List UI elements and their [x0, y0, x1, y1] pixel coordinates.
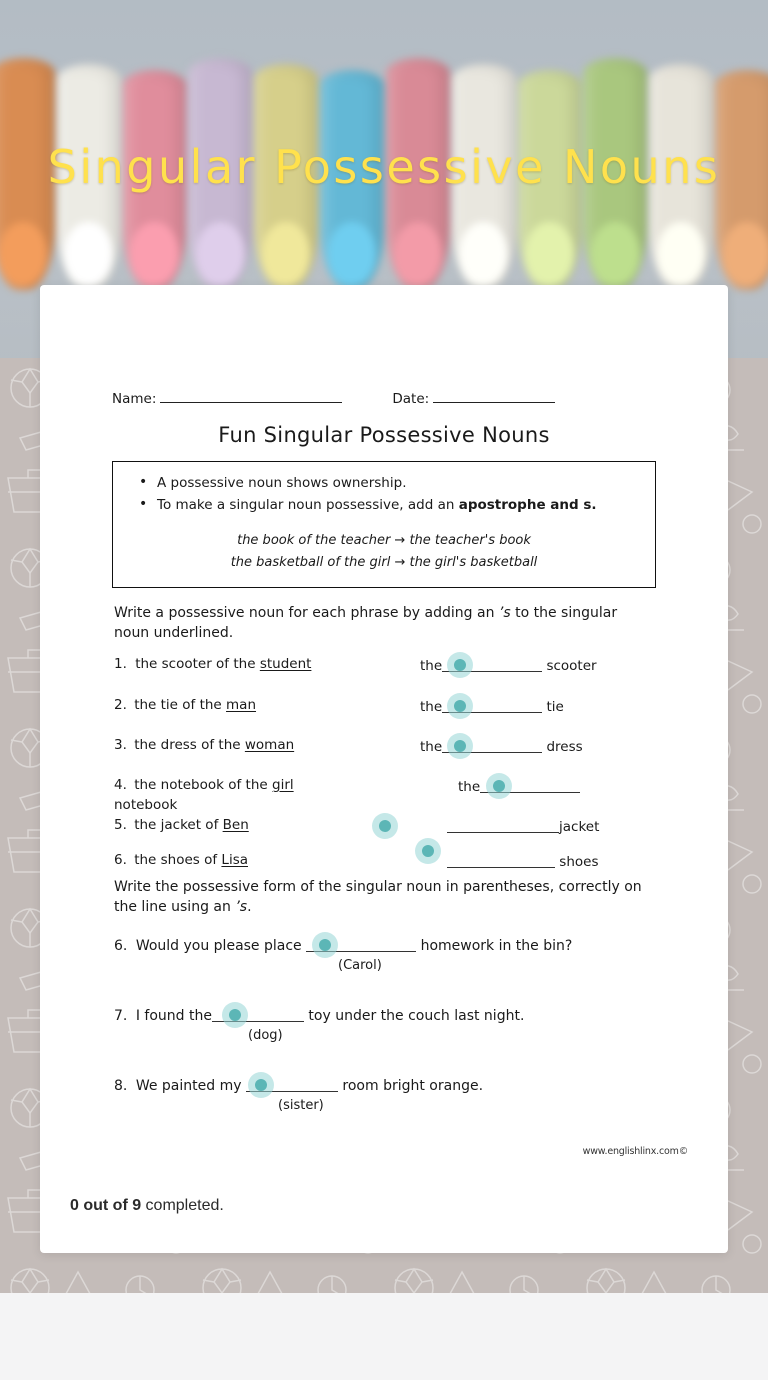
answer-marker-dot[interactable]: [312, 932, 338, 958]
underlined-noun: student: [259, 655, 312, 672]
question-row: [114, 737, 654, 765]
answer-marker-dot[interactable]: [415, 838, 441, 864]
question-row: [114, 817, 654, 839]
question-phrase: the scooter of the: [135, 655, 260, 672]
hint-noun: (sister): [278, 1098, 324, 1114]
examples-block: [127, 530, 641, 576]
name-label: Name:: [112, 391, 157, 407]
directions-section-b: [114, 877, 654, 918]
question-number: 5.: [114, 816, 127, 833]
answer-slot: [420, 698, 564, 715]
completion-count: 0 out of 9: [70, 1197, 142, 1214]
question-number: 1.: [114, 655, 127, 672]
answer-blank[interactable]: [447, 853, 555, 868]
rule-item: [127, 494, 641, 516]
directions-text-after: to the singular noun underlined.: [114, 605, 618, 642]
answer-marker-dot[interactable]: [447, 652, 473, 678]
rule-item: [127, 472, 641, 494]
answer-lead-word: the: [420, 738, 443, 755]
question-phrase: the shoes of: [134, 851, 222, 868]
underlined-noun: girl: [272, 776, 294, 793]
answer-lead-word: the: [420, 657, 443, 674]
question-row: [114, 852, 654, 874]
name-input-line[interactable]: [160, 390, 342, 403]
page-title: Singular Possessive Nouns: [47, 140, 721, 194]
question-row: [114, 1077, 654, 1117]
answer-trail-word: scooter: [546, 657, 597, 674]
question-phrase: the tie of the: [134, 696, 227, 713]
answer-marker-dot[interactable]: [486, 773, 512, 799]
underlined-noun: man: [226, 696, 257, 713]
example-line: the basketball of the girl → the girl's basketball: [230, 555, 538, 571]
question-list-section-b: [114, 937, 654, 1117]
underlined-noun: woman: [244, 736, 295, 753]
rule-emphasis: apostrophe and s.: [458, 497, 597, 514]
question-row: [114, 937, 654, 977]
answer-slot: [447, 818, 599, 835]
hint-noun: (dog): [248, 1028, 283, 1044]
question-text-after: homework in the bin?: [416, 938, 573, 955]
question-number: 2.: [114, 696, 127, 713]
question-phrase: the dress of the: [134, 736, 245, 753]
answer-trail-word: tie: [546, 698, 564, 715]
underlined-noun: Ben: [222, 816, 249, 833]
directions-apostrophe-s: ’s: [235, 898, 248, 915]
answer-slot: [447, 853, 599, 870]
question-row: [114, 656, 654, 684]
rule-text: To make a singular noun possessive, add an: [157, 497, 459, 514]
directions-apostrophe-s: ’s: [498, 605, 511, 622]
answer-marker-dot[interactable]: [248, 1072, 274, 1098]
question-phrase: the notebook of the: [134, 776, 272, 793]
answer-lead-word: the: [458, 778, 481, 795]
hint-noun: (Carol): [338, 958, 382, 974]
answer-trail-word: jacket: [559, 818, 600, 835]
name-date-row: [112, 390, 696, 407]
underlined-noun: Lisa: [221, 851, 248, 868]
question-text-after: room bright orange.: [337, 1078, 484, 1095]
answer-trail-word: shoes: [559, 853, 599, 870]
date-input-line[interactable]: [433, 390, 555, 403]
question-phrase: the jacket of: [134, 816, 223, 833]
question-number: 6.: [114, 938, 128, 955]
date-label: Date:: [392, 391, 430, 407]
question-text-before: We painted my: [135, 1078, 246, 1095]
question-row: [114, 697, 654, 725]
completion-suffix: completed.: [141, 1197, 224, 1214]
question-row: [114, 777, 654, 797]
answer-trail-word: dress: [546, 738, 583, 755]
worksheet-sheet: [40, 285, 728, 1147]
answer-blank[interactable]: [447, 818, 559, 833]
question-row: [114, 1007, 654, 1047]
worksheet-title: Fun Singular Possessive Nouns: [218, 423, 550, 447]
rule-text: A possessive noun shows ownership.: [157, 475, 407, 491]
answer-lead-word: the: [420, 698, 443, 715]
answer-slot: [420, 738, 583, 755]
question-trail-word: notebook: [114, 796, 178, 813]
site-credit: www.englishlinx.com©: [582, 1146, 688, 1157]
question-text-before: Would you please place: [135, 938, 307, 955]
question-text-before: I found the: [135, 1008, 212, 1025]
completion-status: [70, 1197, 224, 1215]
question-number: 8.: [114, 1078, 128, 1095]
directions-section-a: [114, 603, 654, 644]
question-number: 7.: [114, 1008, 128, 1025]
question-number: 3.: [114, 736, 127, 753]
answer-marker-dot[interactable]: [447, 693, 473, 719]
worksheet-card: [40, 285, 728, 1253]
directions-text-after: .: [247, 898, 252, 915]
answer-marker-dot[interactable]: [447, 733, 473, 759]
directions-text-before: Write a possessive noun for each phrase by adding an: [114, 605, 499, 622]
question-number: 6.: [114, 851, 127, 868]
answer-marker-dot[interactable]: [372, 813, 398, 839]
example-line: the book of the teacher → the teacher's book: [237, 532, 531, 548]
rules-list: [127, 472, 641, 517]
answer-slot: [458, 778, 580, 795]
question-number: 4.: [114, 776, 127, 793]
answer-marker-dot[interactable]: [222, 1002, 248, 1028]
question-text-after: toy under the couch last night.: [303, 1008, 525, 1025]
directions-text-before: Write the possessive form of the singular noun in parentheses, correctly on the line using an: [114, 878, 642, 915]
rules-box: [112, 461, 656, 588]
question-list-section-a: [114, 656, 654, 874]
